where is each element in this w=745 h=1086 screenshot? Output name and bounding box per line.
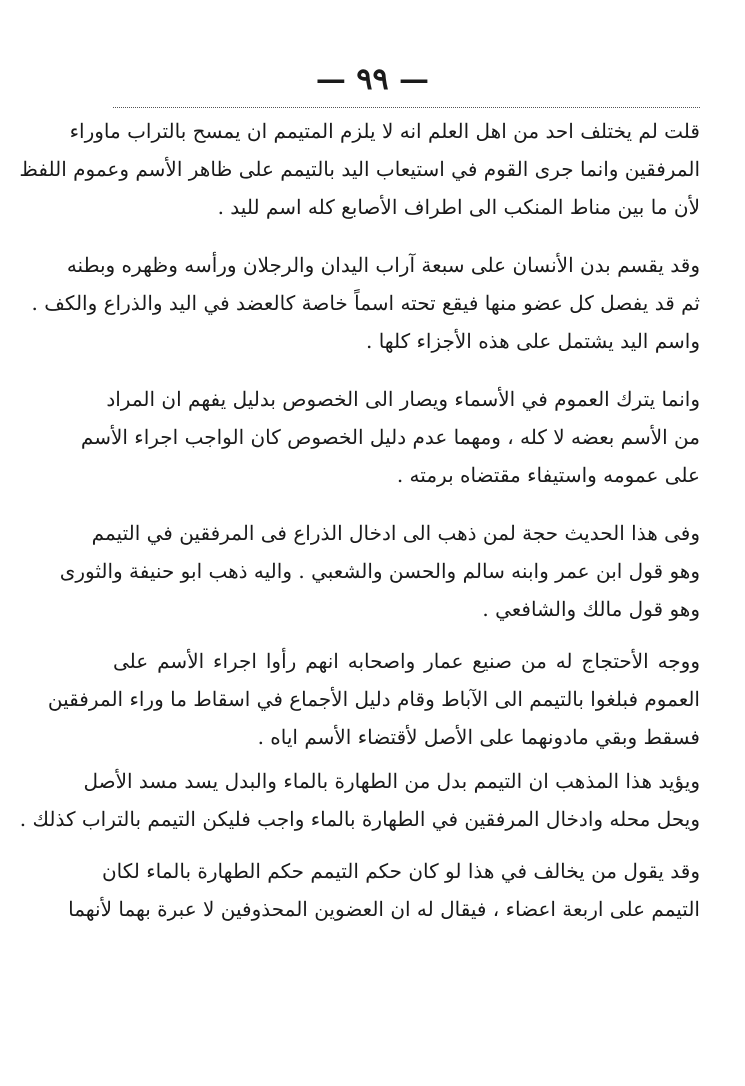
body-text	[19, 112, 700, 928]
text-line: من الأسم بعضه لا كله ، ومهما عدم دليل الخصوص كان الواجب اجراء الأسم	[80, 425, 700, 449]
paragraph-5	[47, 642, 700, 756]
text-line: ووجه الأحتجاج له من صنيع عمار واصحابه انهم رأوا اجراء الأسم على	[113, 649, 700, 673]
paragraph-6	[19, 762, 700, 838]
text-line: وهو قول مالك والشافعي .	[482, 597, 700, 621]
paragraph-spacer	[113, 628, 700, 642]
text-line: وقد يقول من يخالف في هذا لو كان حكم التيمم حكم الطهارة بالماء لكان	[101, 859, 700, 883]
paragraph-7	[68, 852, 700, 928]
text-line: وفى هذا الحديث حجة لمن ذهب الى ادخال الذراع فى المرفقين في التيمم	[91, 521, 700, 545]
text-line: قلت لم يختلف احد من اهل العلم انه لا يلزم المتيمم ان يمسح بالتراب ماوراء	[69, 119, 700, 143]
paragraph-spacer	[113, 360, 700, 380]
text-line: العموم فبلغوا بالتيمم الى الآباط وقام دليل الأجماع في اسقاط ما وراء المرفقين	[47, 687, 700, 711]
text-line: وهو قول ابن عمر وابنه سالم والحسن والشعبي . واليه ذهب ابو حنيفة والثورى	[59, 559, 700, 583]
text-line: على عمومه واستيفاء مقتضاه برمته .	[396, 463, 700, 487]
text-line: ثم قد يفصل كل عضو منها فيقع تحته اسماً خاصة كالعضد في اليد والذراع والكف .	[31, 291, 700, 315]
paragraph-spacer	[113, 226, 700, 246]
paragraph-1	[19, 112, 700, 226]
header-divider	[113, 107, 700, 108]
text-line: واسم اليد يشتمل على هذه الأجزاء كلها .	[365, 329, 700, 353]
paragraph-2	[31, 246, 700, 360]
text-line: فسقط وبقي مادونهما على الأصل لأقتضاء الأسم اياه .	[257, 725, 700, 749]
text-line: لأن ما بين مناط المنكب الى اطراف الأصابع كله اسم لليد .	[217, 195, 700, 219]
paragraph-spacer	[113, 838, 700, 852]
paragraph-3	[80, 380, 700, 494]
text-line: وانما يترك العموم في الأسماء ويصار الى الخصوص بدليل يفهم ان المراد	[106, 387, 700, 411]
text-line: المرفقين وانما جرى القوم في استيعاب اليد بالتيمم على ظاهر الأسم وعموم اللفظ	[19, 157, 700, 181]
text-line: وقد يقسم بدن الأنسان على سبعة آراب اليدان والرجلان ورأسه وظهره وبطنه	[66, 253, 700, 277]
text-line: التيمم على اربعة اعضاء ، فيقال له ان العضوين المحذوفين لا عبرة بهما لأنهما	[68, 897, 700, 921]
page-number: — ٩٩ —	[315, 62, 430, 97]
text-line: ويحل محله وادخال المرفقين في الطهارة بالماء واجب فليكن التيمم بالتراب كذلك .	[19, 807, 700, 831]
paragraph-spacer	[113, 494, 700, 514]
text-line: ويؤيد هذا المذهب ان التيمم بدل من الطهارة بالماء والبدل يسد مسد الأصل	[83, 769, 700, 793]
paragraph-4	[59, 514, 700, 628]
